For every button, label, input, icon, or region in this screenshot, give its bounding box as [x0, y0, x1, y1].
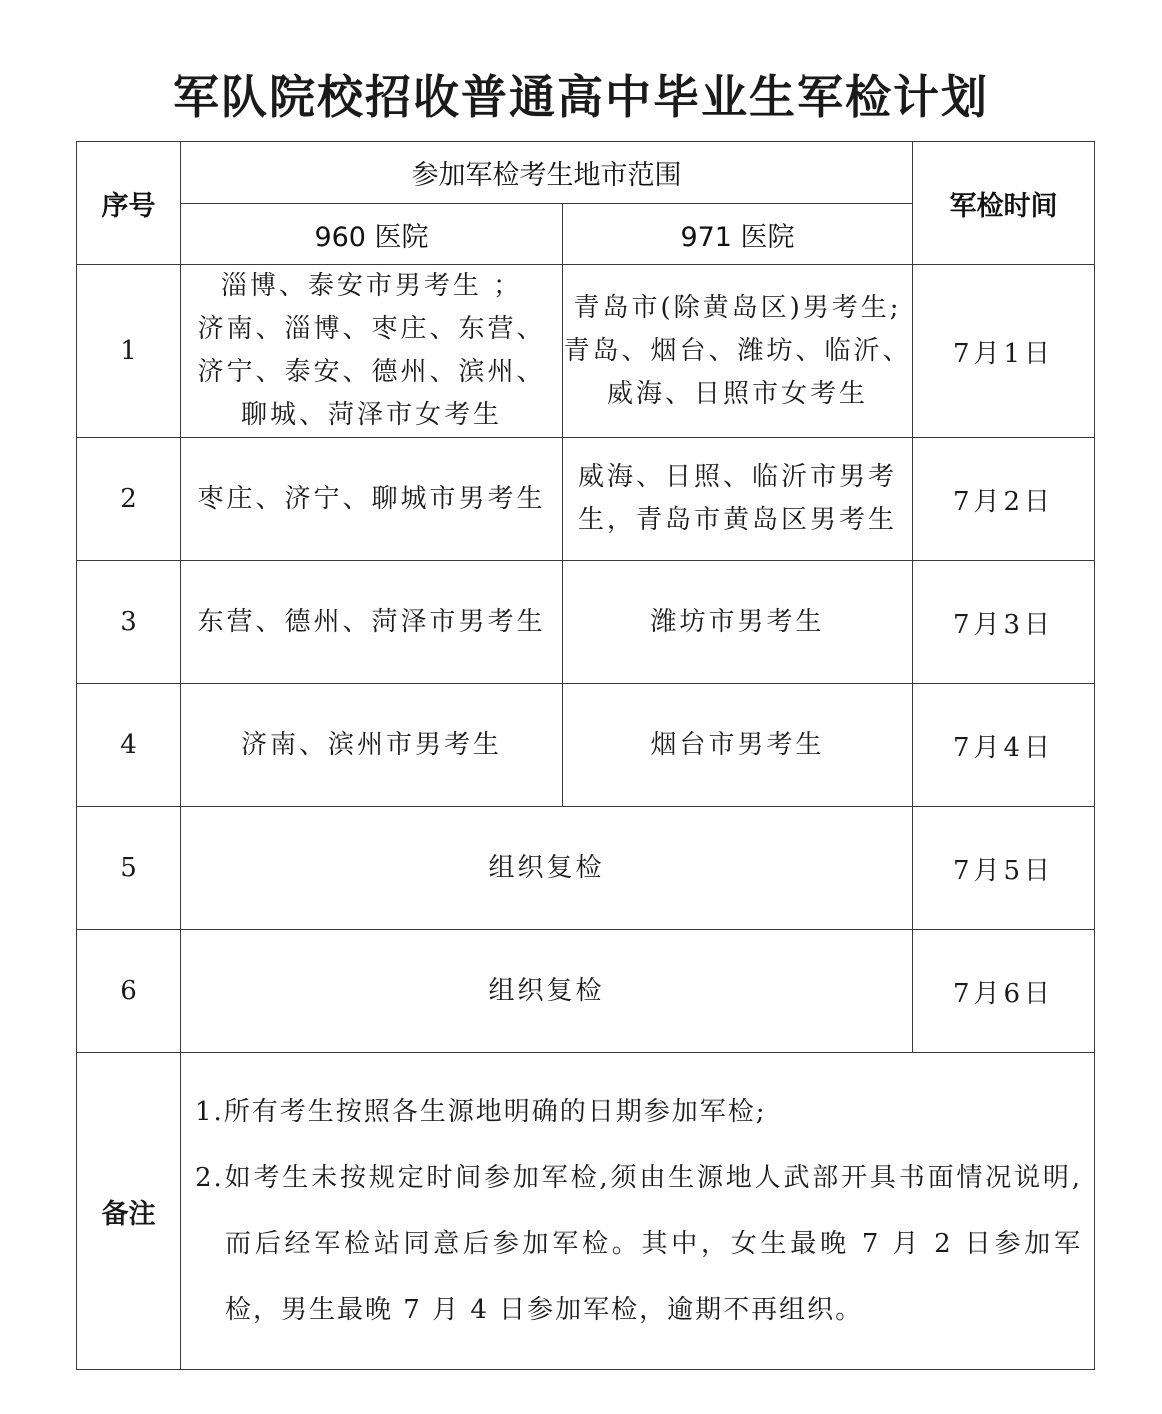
table-header-row	[77, 142, 1095, 204]
table-row	[77, 438, 1095, 561]
header-scope: 参加军检考生地市范围	[181, 142, 913, 204]
hospital-960-cell	[181, 684, 563, 807]
cell-line: 生，青岛市黄岛区男考生	[577, 505, 897, 535]
notes-label: 备注	[77, 1053, 181, 1370]
exam-schedule-table	[76, 141, 1095, 1370]
exam-date: 7月1日	[913, 265, 1095, 438]
row-seq: 2	[77, 438, 181, 561]
hospital-960-cell	[181, 561, 563, 684]
cell-line: 烟台市男考生	[650, 729, 825, 760]
hospital-960-cell	[181, 438, 563, 561]
table-row	[77, 684, 1095, 807]
row-seq: 5	[77, 807, 181, 930]
cell-line: 青岛市(除黄岛区)男考生;	[573, 292, 902, 323]
merged-scope-cell: 组织复检	[181, 807, 913, 930]
notes-cell	[181, 1053, 1095, 1370]
notes-row	[77, 1053, 1095, 1370]
hospital-971-cell	[563, 561, 913, 684]
hospital-971-cell	[563, 684, 913, 807]
exam-date: 7月4日	[913, 684, 1095, 807]
header-hospital-960: 960 医院	[181, 204, 563, 265]
cell-line: 东营、德州、菏泽市男考生	[197, 606, 546, 637]
cell-line: 济南、滨州市男考生	[240, 729, 502, 760]
hospital-960-cell	[181, 265, 563, 438]
table-row	[77, 930, 1095, 1053]
cell-line: 青岛、烟台、潍坊、临沂、	[563, 335, 912, 366]
cell-line: 济宁、泰安、德州、滨州、	[197, 357, 546, 387]
table-row	[77, 561, 1095, 684]
exam-date: 7月6日	[913, 930, 1095, 1053]
cell-line: 潍坊市男考生	[650, 606, 825, 637]
row-seq: 6	[77, 930, 181, 1053]
merged-scope-cell: 组织复检	[181, 930, 913, 1053]
page-title: 军队院校招收普通高中毕业生军检计划	[173, 70, 989, 124]
cell-line: 威海、日照、临沂市男考	[577, 462, 897, 492]
hospital-971-cell	[563, 438, 913, 561]
note-item: 1.所有考生按照各生源地明确的日期参加军检;	[195, 1097, 767, 1127]
exam-date: 7月2日	[913, 438, 1095, 561]
cell-line: 淄博、泰安市男考生 ；	[220, 271, 523, 301]
row-seq: 4	[77, 684, 181, 807]
cell-line: 威海、日照市女考生	[606, 378, 868, 409]
header-time: 军检时间	[913, 142, 1095, 265]
row-seq: 3	[77, 561, 181, 684]
table-row	[77, 265, 1095, 438]
cell-line: 聊城、菏泽市女考生	[240, 400, 502, 430]
row-seq: 1	[77, 265, 181, 438]
cell-line: 枣庄、济宁、聊城市男考生	[197, 483, 546, 514]
hospital-971-cell	[563, 265, 913, 438]
note-item: 2.如考生未按规定时间参加军检,须由生源地人武部开具书面情况说明,而后经军检站同意后参加军检。其中，女生最晚 7 月 2 日参加军检，男生最晚 7 月 4 日参加军检，逾期不再组织。	[195, 1163, 1082, 1325]
cell-line: 济南、淄博、枣庄、东营、	[197, 314, 546, 344]
exam-date: 7月3日	[913, 561, 1095, 684]
table-row	[77, 807, 1095, 930]
exam-date: 7月5日	[913, 807, 1095, 930]
header-seq: 序号	[77, 142, 181, 265]
header-hospital-971: 971 医院	[563, 204, 913, 265]
